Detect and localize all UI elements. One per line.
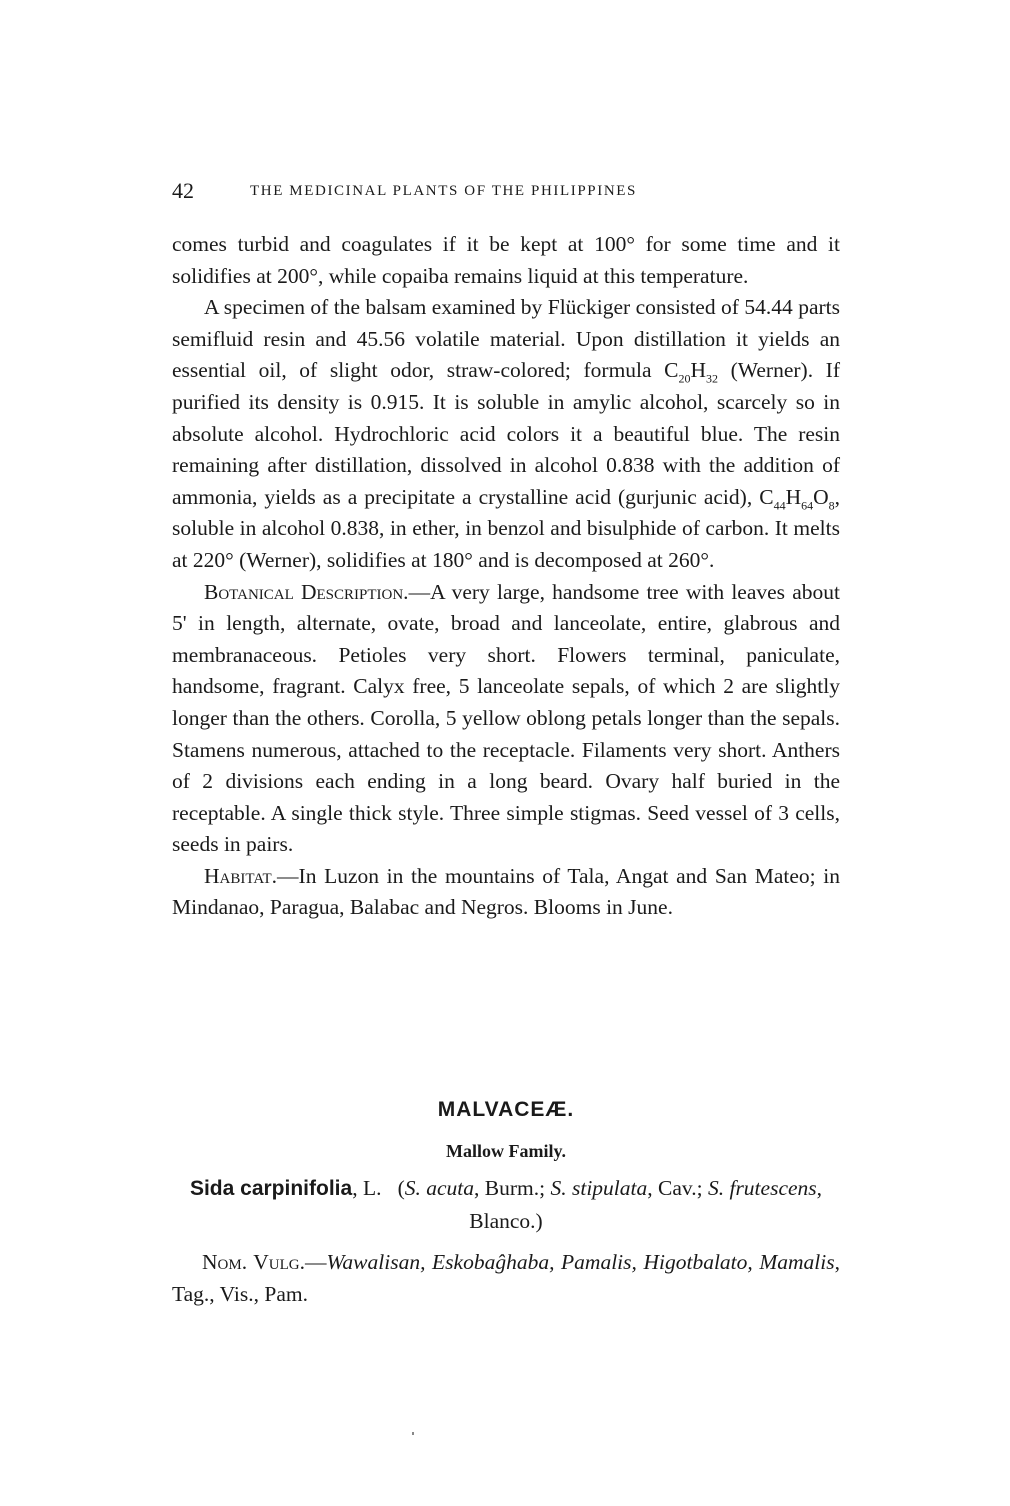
- synonym-2-author: , Cav.;: [647, 1176, 708, 1200]
- species-heading: [172, 1172, 840, 1238]
- habitat-text: —In Luzon in the mountains of Tala, Angat and San Mateo; in Mindanao, Paragua, Balabac and Negros. Blooms in June.: [172, 863, 840, 920]
- family-common-name: Mallow Family.: [446, 1141, 566, 1161]
- species-name: Sida carpinifolia: [189, 1177, 353, 1200]
- paragraph-continuation: [172, 229, 840, 292]
- vernacular-dash: —: [305, 1250, 327, 1274]
- page-number: 42: [172, 178, 194, 203]
- body-text: [172, 229, 840, 924]
- paragraph-habitat: [172, 861, 840, 924]
- paragraph-balsam-analysis: [172, 292, 840, 576]
- synonym-3-author: , Blanco.): [469, 1176, 823, 1233]
- paragraph-2-text-c: (Werner). If purified its density is 0.915. It is soluble in amylic alcohol, scarcely so in absolute alcohol. Hydrochloric acid colors it a beautiful blue. The resin remaining after distillation, dissolved in alcohol 0.838 with the addition of ammonia, yields as a precipitate a crystalline acid (gurjunic acid), C: [172, 358, 840, 509]
- vernacular-label: Nom. Vulg.: [202, 1250, 305, 1274]
- vernacular-languages: , Tag., Vis., Pam.: [172, 1250, 840, 1306]
- vernacular-name-list: Wawalisan, Eskobaĝhaba, Pamalis, Higotbalato, Mamalis: [326, 1250, 835, 1274]
- formula-element: H: [785, 484, 802, 509]
- synonym-1-author: , Burm.;: [474, 1176, 551, 1200]
- formula-subscript: 32: [706, 371, 719, 386]
- botanical-description-label: Botanical Description.: [204, 579, 409, 604]
- formula-subscript: 8: [828, 498, 835, 513]
- vernacular-names: [172, 1247, 840, 1310]
- running-head: [172, 178, 812, 208]
- synonym-3: S. frutescens: [707, 1176, 817, 1200]
- formula-element: O: [813, 484, 829, 509]
- formula-subscript: 44: [773, 498, 786, 513]
- formula-subscript: 20: [678, 371, 691, 386]
- family-latin-name: MALVACEÆ.: [437, 1098, 575, 1121]
- formula-subscript: 64: [801, 498, 814, 513]
- synonym-open-paren: (: [397, 1176, 405, 1200]
- habitat-label: Habitat.: [204, 863, 278, 888]
- running-title: THE MEDICINAL PLANTS OF THE PHILIPPINES: [250, 183, 637, 199]
- synonym-2: S. stipulata: [550, 1176, 648, 1200]
- formula-element: H: [690, 358, 707, 383]
- paragraph-2-text-f: , soluble in alcohol 0.838, in ether, in benzol and bisulphide of carbon. It melts at 220° (Werner), solidifies at 180° and is decomposed at 260°.: [172, 484, 840, 572]
- print-speck: [412, 1432, 414, 1435]
- vernacular-names-paragraph: [172, 1247, 840, 1310]
- paragraph-1-text: comes turbid and coagulates if it be kept at 100° for some time and it solidifies at 200°, while copaiba remains liquid at this temperature.: [172, 232, 840, 288]
- botanical-description-text: —A very large, handsome tree with leaves about 5' in length, alternate, ovate, broad and lanceolate, entire, glabrous and membranaceous. Petioles very short. Flowers terminal, paniculate, handsome, fragrant. Calyx free, 5 lanceolate sepals, of which 2 are slightly longer than the others. Corolla, 5 yellow oblong petals longer than the sepals. Stamens numerous, attached to the receptacle. Filaments very short. Anthers of 2 divisions each ending in a long beard. Ovary half buried in the receptable. A single thick style. Three simple stigmas. Seed vessel of 3 cells, seeds in pairs.: [172, 579, 840, 857]
- family-heading: [172, 1094, 840, 1164]
- species-author: , L.: [352, 1176, 382, 1200]
- paragraph-2-text-a: A specimen of the balsam examined by Flückiger consisted of 54.44 parts semifluid resin and 45.56 volatile material. Upon distillation it yields an essential oil, of slight odor, straw-colored; formula C: [172, 295, 840, 383]
- synonym-1: S. acuta: [404, 1176, 475, 1200]
- paragraph-botanical-description: [172, 577, 840, 861]
